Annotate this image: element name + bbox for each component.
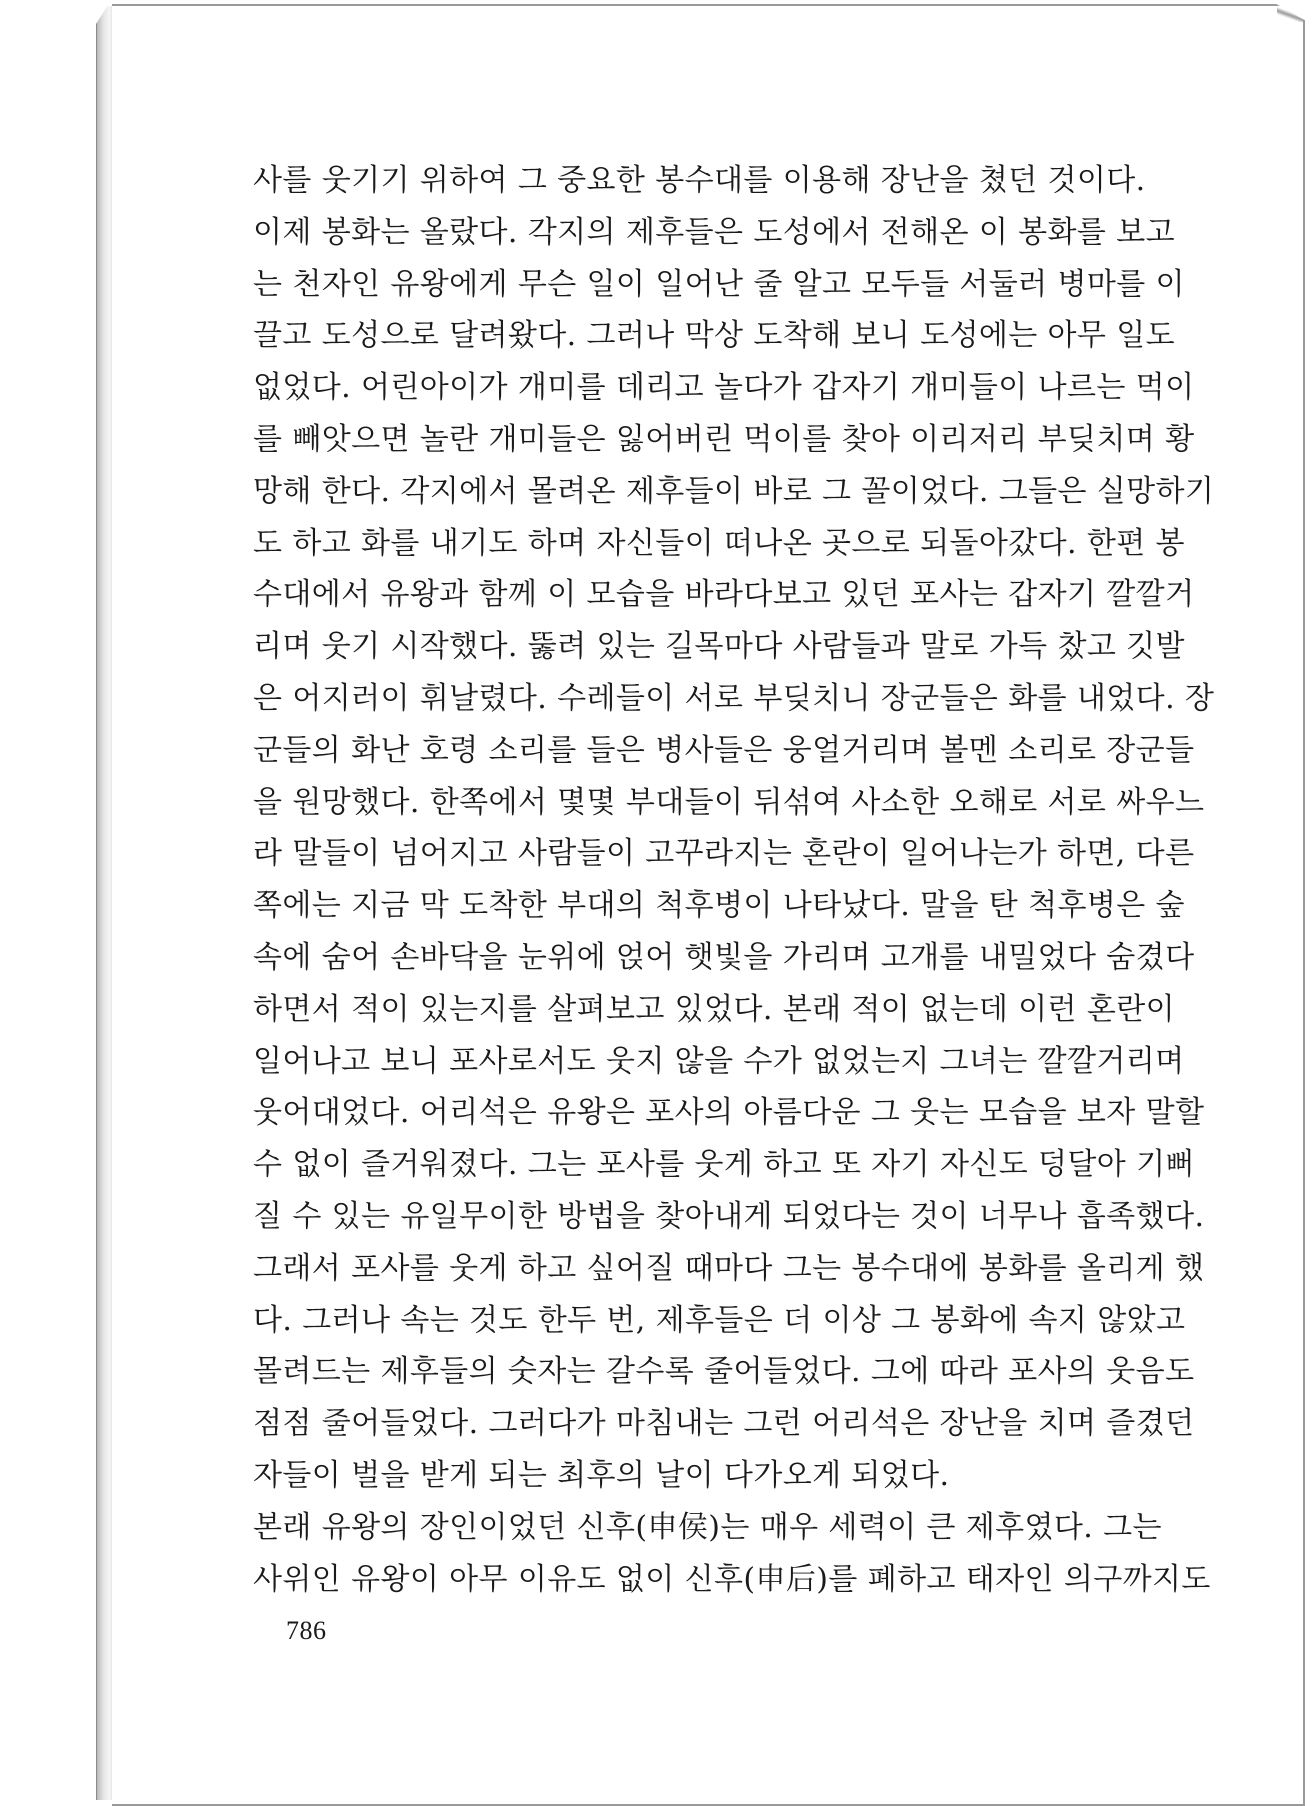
text-line: 일어나고 보니 포사로서도 웃지 않을 수가 없었는지 그녀는 깔깔거리며 (253, 1043, 1185, 1079)
text-line: 없었다. 어린아이가 개미를 데리고 놀다가 갑자기 개미들이 나르는 먹이 (253, 370, 1195, 406)
text-line: 리며 웃기 시작했다. 뚫려 있는 길목마다 사람들과 말로 가득 찼고 깃발 (253, 629, 1185, 665)
text-line: 이제 봉화는 올랐다. 각지의 제후들은 도성에서 전해온 이 봉화를 보고 (253, 214, 1176, 250)
text-line: 점점 줄어들었다. 그러다가 마침내는 그런 어리석은 장난을 치며 즐겼던 (253, 1406, 1195, 1442)
text-line: 자들이 벌을 받게 되는 최후의 날이 다가오게 되었다. (253, 1457, 950, 1493)
text-line: 도 하고 화를 내기도 하며 자신들이 떠나온 곳으로 되돌아갔다. 한편 봉 (253, 525, 1185, 561)
text-line: 그래서 포사를 웃게 하고 싶어질 때마다 그는 봉수대에 봉화를 올리게 했 (253, 1250, 1205, 1286)
text-line: 다. 그러나 속는 것도 한두 번, 제후들은 더 이상 그 봉화에 속지 않았고 (253, 1302, 1186, 1338)
text-line: 질 수 있는 유일무이한 방법을 찾아내게 되었다는 것이 너무나 흡족했다. (253, 1198, 1205, 1234)
text-line: 수대에서 유왕과 함께 이 모습을 바라다보고 있던 포사는 갑자기 깔깔거 (253, 577, 1195, 613)
page-number: 786 (286, 1616, 327, 1645)
text-line: 웃어대었다. 어리석은 유왕은 포사의 아름다운 그 웃는 모습을 보자 말할 (253, 1095, 1205, 1131)
text-line: 수 없이 즐거워졌다. 그는 포사를 웃게 하고 또 자기 자신도 덩달아 기뻐 (253, 1147, 1195, 1183)
text-line: 망해 한다. 각지에서 몰려온 제후들이 바로 그 꼴이었다. 그들은 실망하기 (253, 473, 1215, 509)
text-line: 를 빼앗으면 놀란 개미들은 잃어버린 먹이를 찾아 이리저리 부딪치며 황 (253, 421, 1195, 457)
text-line: 은 어지러이 휘날렸다. 수레들이 서로 부딪치니 장군들은 화를 내었다. 장 (253, 680, 1215, 716)
text-line: 는 천자인 유왕에게 무슨 일이 일어난 줄 알고 모두들 서둘러 병마를 이 (253, 266, 1185, 302)
text-line: 하면서 적이 있는지를 살펴보고 있었다. 본래 적이 없는데 이런 혼란이 (253, 991, 1176, 1027)
text-line: 사위인 유왕이 아무 이유도 없이 신후(申后)를 폐하고 태자인 의구까지도 (253, 1561, 1211, 1597)
text-line: 사를 웃기기 위하여 그 중요한 봉수대를 이용해 장난을 쳤던 것이다. (253, 163, 1146, 198)
page-corner-fold (1277, 6, 1303, 22)
text-line: 몰려드는 제후들의 숫자는 갈수록 줄어들었다. 그에 따라 포사의 웃음도 (253, 1354, 1195, 1390)
text-line: 끌고 도성으로 달려왔다. 그러나 막상 도착해 보니 도성에는 아무 일도 (253, 318, 1175, 354)
text-line: 을 원망했다. 한쪽에서 몇몇 부대들이 뒤섞여 사소한 오해로 서로 싸우느 (253, 784, 1205, 820)
text-line: 본래 유왕의 장인이었던 신후(申侯)는 매우 세력이 큰 제후였다. 그는 (253, 1509, 1162, 1545)
text-line: 쪽에는 지금 막 도착한 부대의 척후병이 나타났다. 말을 탄 척후병은 숲 (253, 888, 1185, 924)
text-line: 라 말들이 넘어지고 사람들이 고꾸라지는 혼란이 일어나는가 하면, 다른 (253, 836, 1195, 872)
text-line: 속에 숨어 손바닥을 눈위에 얹어 햇빛을 가리며 고개를 내밀었다 숨겼다 (253, 939, 1195, 975)
body-text (253, 155, 1215, 1605)
text-line: 군들의 화난 호령 소리를 들은 병사들은 웅얼거리며 볼멘 소리로 장군들 (253, 732, 1195, 768)
